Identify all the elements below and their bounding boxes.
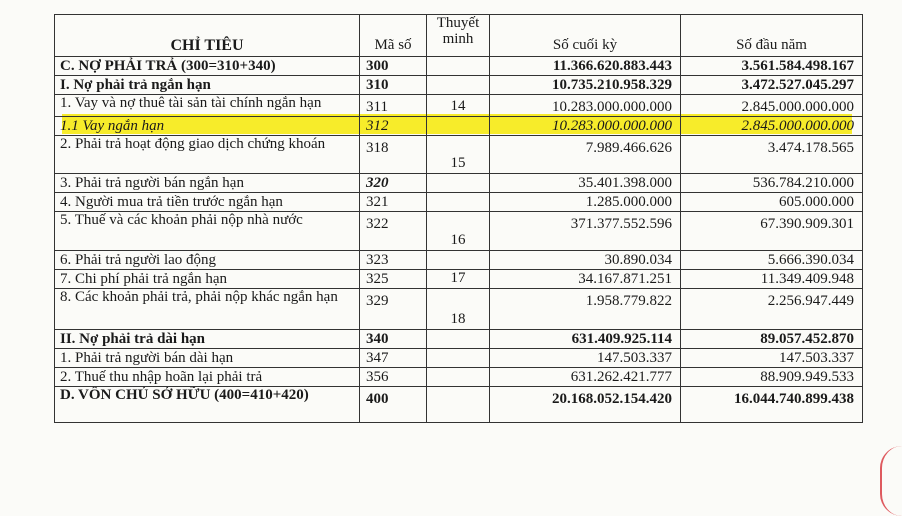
row-begin: 5.666.390.034 bbox=[681, 251, 863, 270]
row-note: 15 bbox=[427, 136, 490, 174]
row-item: 2. Phải trả hoạt động giao dịch chứng khoán bbox=[55, 136, 360, 174]
row-begin: 536.784.210.000 bbox=[681, 174, 863, 193]
row-code: 356 bbox=[360, 368, 427, 387]
row-note bbox=[427, 57, 490, 76]
row-item: D. VỐN CHỦ SỞ HỮU (400=410+420) bbox=[55, 387, 360, 423]
row-begin: 88.909.949.533 bbox=[681, 368, 863, 387]
row-begin: 3.472.527.045.297 bbox=[681, 76, 863, 95]
row-code: 311 bbox=[360, 95, 427, 117]
row-end: 1.285.000.000 bbox=[490, 193, 681, 212]
row-code: 323 bbox=[360, 251, 427, 270]
row-end: 11.366.620.883.443 bbox=[490, 57, 681, 76]
row-code: 400 bbox=[360, 387, 427, 423]
table-row bbox=[55, 349, 863, 368]
row-note: 17 bbox=[427, 270, 490, 289]
table-row bbox=[55, 330, 863, 349]
table-row bbox=[55, 368, 863, 387]
red-stamp bbox=[880, 446, 902, 516]
row-begin: 67.390.909.301 bbox=[681, 212, 863, 251]
table-row bbox=[55, 95, 863, 117]
row-begin: 11.349.409.948 bbox=[681, 270, 863, 289]
row-item: 4. Người mua trả tiền trước ngắn hạn bbox=[55, 193, 360, 212]
row-code: 340 bbox=[360, 330, 427, 349]
col-header-note: Thuyết minh bbox=[427, 15, 490, 57]
row-item: II. Nợ phải trả dài hạn bbox=[55, 330, 360, 349]
row-end: 30.890.034 bbox=[490, 251, 681, 270]
row-item: 5. Thuế và các khoản phải nộp nhà nước bbox=[55, 212, 360, 251]
row-begin: 3.474.178.565 bbox=[681, 136, 863, 174]
row-end: 1.958.779.822 bbox=[490, 289, 681, 330]
row-code: 310 bbox=[360, 76, 427, 95]
row-end: 147.503.337 bbox=[490, 349, 681, 368]
row-end: 10.283.000.000.000 bbox=[490, 95, 681, 117]
row-code: 325 bbox=[360, 270, 427, 289]
table-row bbox=[55, 76, 863, 95]
row-note bbox=[427, 330, 490, 349]
balance-sheet bbox=[54, 14, 862, 423]
row-end: 35.401.398.000 bbox=[490, 174, 681, 193]
row-end: 34.167.871.251 bbox=[490, 270, 681, 289]
row-begin: 2.845.000.000.000 bbox=[681, 117, 863, 136]
row-end: 20.168.052.154.420 bbox=[490, 387, 681, 423]
table-row bbox=[55, 136, 863, 174]
row-item: 1.1 Vay ngắn hạn bbox=[55, 117, 360, 136]
header-row bbox=[55, 15, 863, 57]
table-row bbox=[55, 174, 863, 193]
row-code: 300 bbox=[360, 57, 427, 76]
row-code: 321 bbox=[360, 193, 427, 212]
row-end: 631.409.925.114 bbox=[490, 330, 681, 349]
row-item: I. Nợ phải trả ngắn hạn bbox=[55, 76, 360, 95]
row-end: 631.262.421.777 bbox=[490, 368, 681, 387]
row-note bbox=[427, 117, 490, 136]
row-begin: 605.000.000 bbox=[681, 193, 863, 212]
row-begin: 2.256.947.449 bbox=[681, 289, 863, 330]
row-item: 8. Các khoản phải trả, phải nộp khác ngắn hạn bbox=[55, 289, 360, 330]
row-end: 10.735.210.958.329 bbox=[490, 76, 681, 95]
row-item: 3. Phải trả người bán ngắn hạn bbox=[55, 174, 360, 193]
row-code: 322 bbox=[360, 212, 427, 251]
table-row bbox=[55, 212, 863, 251]
table-row bbox=[55, 289, 863, 330]
row-note bbox=[427, 251, 490, 270]
col-header-end: Số cuối kỳ bbox=[490, 15, 681, 57]
row-code: 347 bbox=[360, 349, 427, 368]
table-row bbox=[55, 117, 863, 136]
row-note bbox=[427, 387, 490, 423]
col-header-item: CHỈ TIÊU bbox=[55, 15, 360, 57]
table-row bbox=[55, 270, 863, 289]
row-code: 318 bbox=[360, 136, 427, 174]
row-item: C. NỢ PHẢI TRẢ (300=310+340) bbox=[55, 57, 360, 76]
row-note: 14 bbox=[427, 95, 490, 117]
row-note bbox=[427, 193, 490, 212]
table-row bbox=[55, 251, 863, 270]
row-note: 18 bbox=[427, 289, 490, 330]
row-item: 1. Phải trả người bán dài hạn bbox=[55, 349, 360, 368]
row-code: 329 bbox=[360, 289, 427, 330]
col-header-begin: Số đầu năm bbox=[681, 15, 863, 57]
row-begin: 147.503.337 bbox=[681, 349, 863, 368]
table-row bbox=[55, 193, 863, 212]
table-row bbox=[55, 387, 863, 423]
liabilities-table bbox=[54, 14, 863, 423]
row-begin: 3.561.584.498.167 bbox=[681, 57, 863, 76]
row-item: 2. Thuế thu nhập hoãn lại phải trả bbox=[55, 368, 360, 387]
row-item: 1. Vay và nợ thuê tài sản tài chính ngắn hạn bbox=[55, 95, 360, 117]
row-code: 320 bbox=[360, 174, 427, 193]
row-code: 312 bbox=[360, 117, 427, 136]
row-begin: 89.057.452.870 bbox=[681, 330, 863, 349]
row-note bbox=[427, 174, 490, 193]
row-note: 16 bbox=[427, 212, 490, 251]
row-item: 7. Chi phí phải trả ngắn hạn bbox=[55, 270, 360, 289]
row-note bbox=[427, 368, 490, 387]
table-row bbox=[55, 57, 863, 76]
row-note bbox=[427, 76, 490, 95]
row-end: 7.989.466.626 bbox=[490, 136, 681, 174]
row-item: 6. Phải trả người lao động bbox=[55, 251, 360, 270]
row-end: 10.283.000.000.000 bbox=[490, 117, 681, 136]
row-begin: 16.044.740.899.438 bbox=[681, 387, 863, 423]
col-header-code: Mã số bbox=[360, 15, 427, 57]
row-begin: 2.845.000.000.000 bbox=[681, 95, 863, 117]
row-note bbox=[427, 349, 490, 368]
row-end: 371.377.552.596 bbox=[490, 212, 681, 251]
